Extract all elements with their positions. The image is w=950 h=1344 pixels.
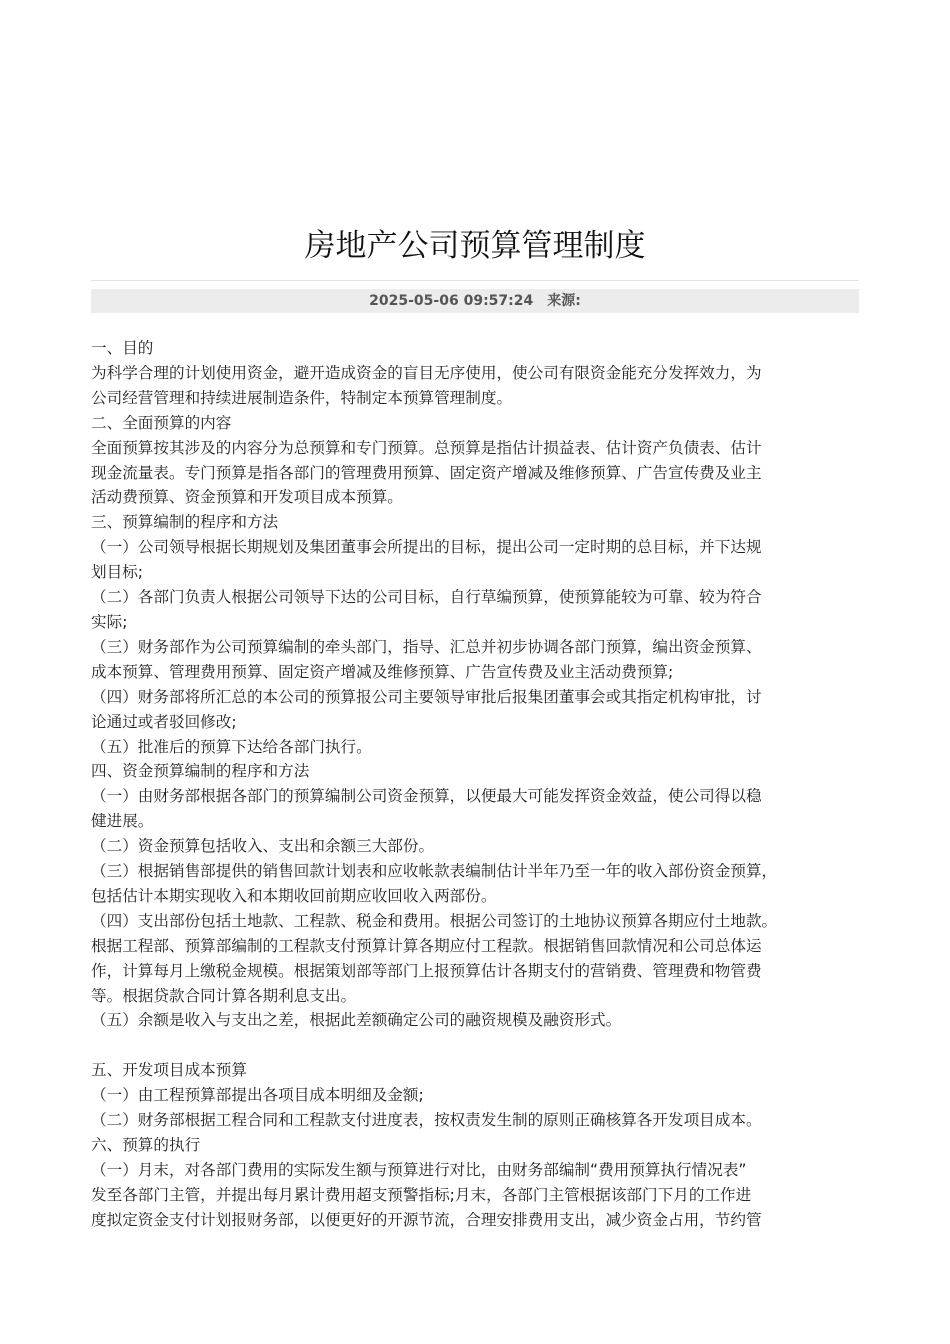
article-line: （二）各部门负责人根据公司领导下达的公司目标，自行草编预算，使预算能较为可靠、较为符合 <box>91 588 762 607</box>
article-line: 包括估计本期实现收入和本期收回前期应收回收入两部份。 <box>91 886 497 905</box>
article-line: （三）根据销售部提供的销售回款计划表和应收帐款表编制估计半年乃至一年的收入部份资金预算， <box>91 862 778 881</box>
article-line: 发至各部门主管，并提出每月累计费用超支预警指标;月末，各部门主管根据该部门下月的工作进 <box>91 1185 752 1204</box>
article-line: 划目标; <box>91 563 144 582</box>
article-body <box>91 336 859 1233</box>
article-line <box>91 1033 859 1058</box>
article-line: 公司经营管理和持续进展制造条件，特制定本预算管理制度。 <box>91 388 513 407</box>
article-line: （二）资金预算包括收入、支出和余额三大部份。 <box>91 837 435 856</box>
article-line: 健进展。 <box>91 812 154 831</box>
article-line: 实际; <box>91 612 128 631</box>
article-line: 等。根据贷款合同计算各期利息支出。 <box>91 986 357 1005</box>
article-line: 全面预算按其涉及的内容分为总预算和专门预算。总预算是指估计损益表、估计资产负债表、估计 <box>91 438 762 457</box>
article-line: （一）月末，对各部门费用的实际发生额与预算进行对比，由财务部编制“费用预算执行情况表” <box>91 1160 747 1179</box>
article-line: 三、预算编制的程序和方法 <box>91 513 279 532</box>
article-line: 度拟定资金支付计划报财务部，以便更好的开源节流，合理安排费用支出，减少资金占用，节约管 <box>91 1210 762 1229</box>
article-line: （三）财务部作为公司预算编制的牵头部门，指导、汇总并初步协调各部门预算，编出资金预算、 <box>91 637 762 656</box>
article-line: 为科学合理的计划使用资金，避开造成资金的盲目无序使用，使公司有限资金能充分发挥效力，为 <box>91 363 762 382</box>
source-label: 来源: <box>547 293 581 309</box>
publish-datetime: 2025-05-06 09:57:24 <box>369 293 534 309</box>
article-line: （四）支出部份包括土地款、工程款、税金和费用。根据公司签订的土地协议预算各期应付土地款。 <box>91 911 778 930</box>
article-line: 一、目的 <box>91 339 154 357</box>
article-line: 六、预算的执行 <box>91 1135 201 1154</box>
article-line: 作，计算每月上缴税金规模。根据策划部等部门上报预算估计各期支付的营销费、管理费和物管费 <box>91 961 762 980</box>
article-line: （一）由财务部根据各部门的预算编制公司资金预算，以便最大可能发挥资金效益，使公司得以稳 <box>91 787 762 806</box>
title-divider <box>91 280 859 281</box>
article-line: 五、开发项目成本预算 <box>91 1061 247 1080</box>
article-line: 成本预算、管理费用预算、固定资产增减及维修预算、广告宣传费及业主活动费预算; <box>91 662 674 681</box>
article-line: 二、全面预算的内容 <box>91 413 232 432</box>
article-line: 论通过或者驳回修改; <box>91 712 237 731</box>
article-line: （一）公司领导根据长期规划及集团董事会所提出的目标，提出公司一定时期的总目标，并下达规 <box>91 538 762 557</box>
article-line: （二）财务部根据工程合同和工程款支付进度表，按权责发生制的原则正确核算各开发项目成本。 <box>91 1111 762 1130</box>
article-line: （五）余额是收入与支出之差，根据此差额确定公司的融资规模及融资形式。 <box>91 1011 622 1030</box>
article-line: 活动费预算、资金预算和开发项目成本预算。 <box>91 488 403 507</box>
article-line: 现金流量表。专门预算是指各部门的管理费用预算、固定资产增减及维修预算、广告宣传费及业主 <box>91 463 762 482</box>
article-meta-bar <box>91 289 859 313</box>
article-line: 根据工程部、预算部编制的工程款支付预算计算各期应付工程款。根据销售回款情况和公司总体运 <box>91 936 762 955</box>
page-title: 房地产公司预算管理制度 <box>304 228 646 264</box>
article-line: 四、资金预算编制的程序和方法 <box>91 762 310 781</box>
article-line: （五）批准后的预算下达给各部门执行。 <box>91 737 372 756</box>
article-line: （一）由工程预算部提出各项目成本明细及金额; <box>91 1086 424 1105</box>
article-line: （四）财务部将所汇总的本公司的预算报公司主要领导审批后报集团董事会或其指定机构审批，讨 <box>91 687 762 706</box>
